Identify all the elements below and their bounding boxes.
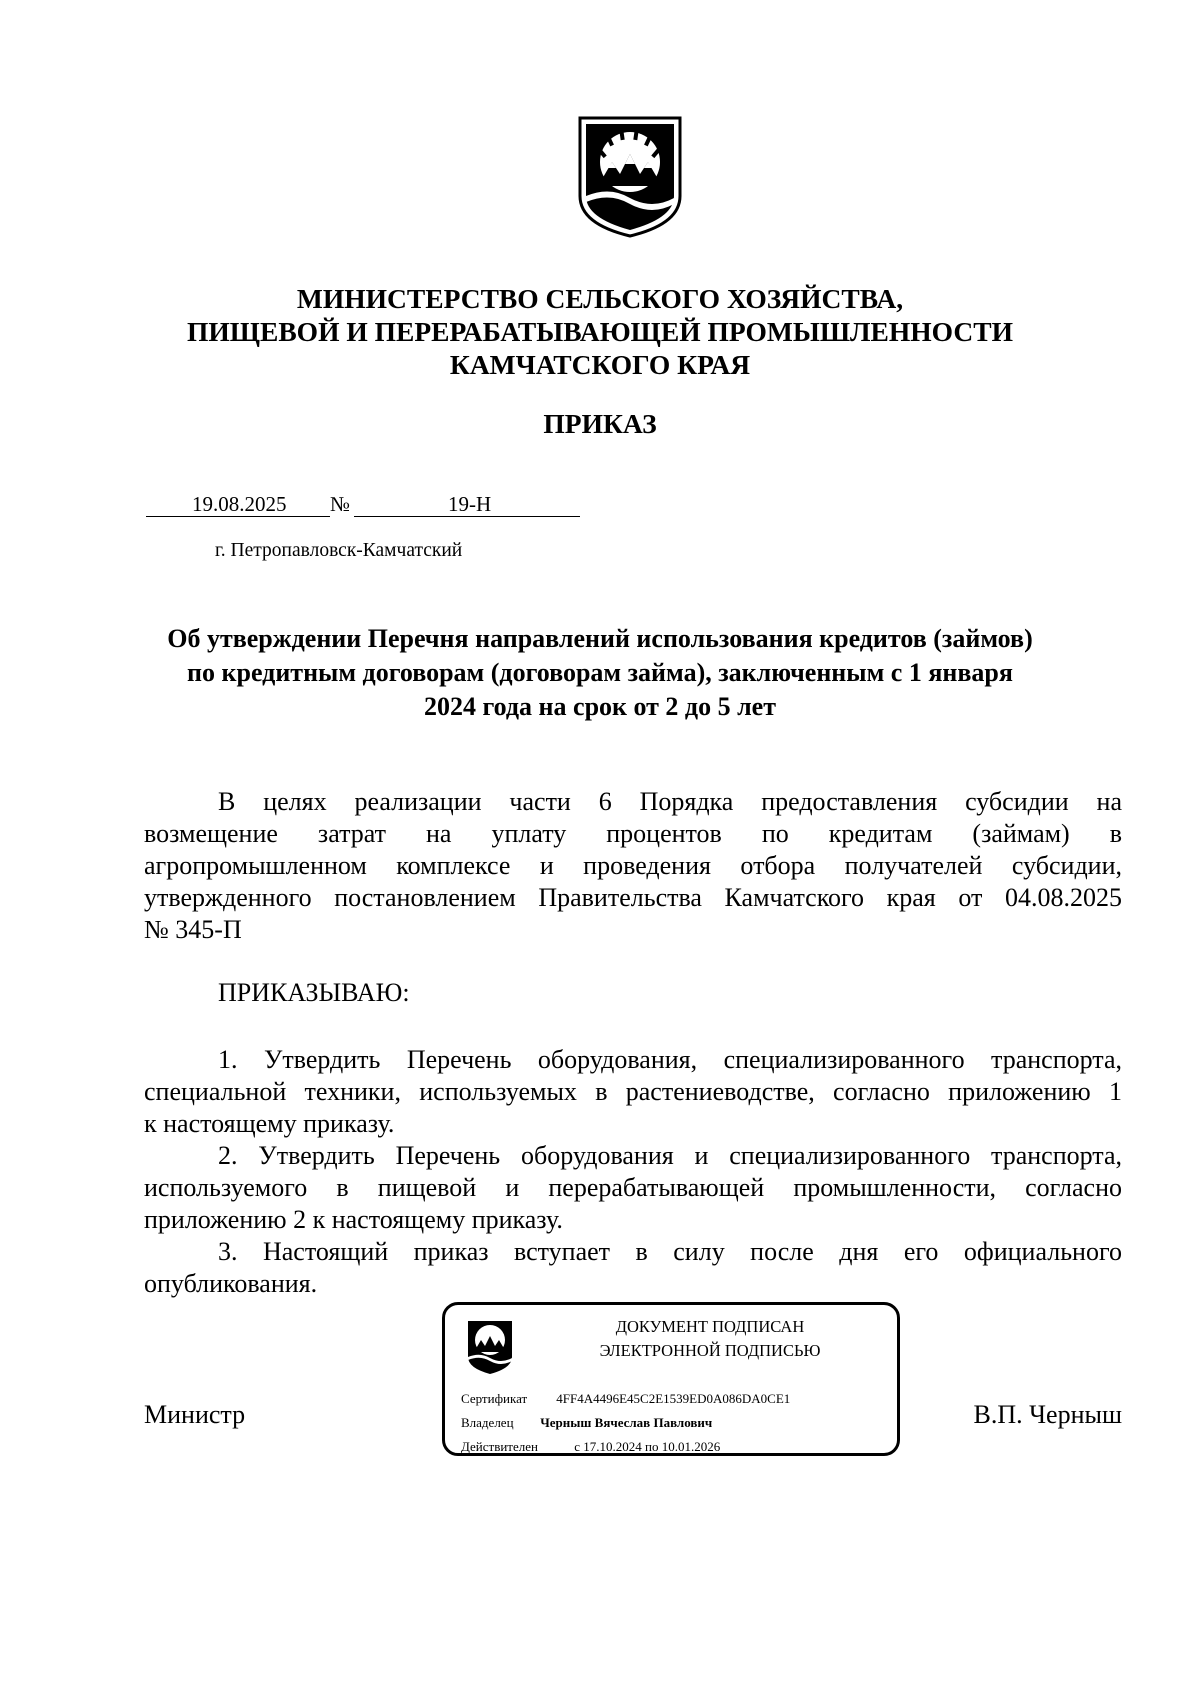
preamble-line: № 345-П [144, 915, 242, 944]
item-line: 3. Настоящий приказ вступает в силу после дня его официального [218, 1237, 1122, 1266]
number-underline [354, 516, 580, 517]
coat-of-arms-icon [463, 1315, 517, 1379]
item-line: приложению 2 к настоящему приказу. [144, 1205, 563, 1234]
stamp-title-line: ЭЛЕКТРОННОЙ ПОДПИСЬЮ [599, 1341, 821, 1360]
order-date: 19.08.2025 [192, 492, 287, 516]
stamp-title [535, 1315, 885, 1363]
item-line: опубликования. [144, 1269, 318, 1298]
item-line: к настоящему приказу. [144, 1109, 395, 1138]
order-items [144, 1044, 1122, 1300]
subject-line: 2024 года на срок от 2 до 5 лет [423, 692, 776, 721]
document-type: ПРИКАЗ [543, 408, 657, 439]
signer-name: В.П. Черныш [973, 1400, 1122, 1429]
ministry-line: МИНИСТЕРСТВО СЕЛЬСКОГО ХОЗЯЙСТВА, [296, 283, 904, 314]
order-subject [150, 622, 1050, 724]
stamp-owner-row [461, 1415, 712, 1431]
date-underline [146, 516, 330, 517]
certificate-value: 4FF4A4496E45C2E1539ED0A086DA0CE1 [556, 1391, 791, 1406]
stamp-title-line: ДОКУМЕНТ ПОДПИСАН [615, 1317, 805, 1336]
certificate-label: Сертификат [461, 1391, 528, 1406]
number-sign: № [330, 492, 351, 516]
coat-of-arms-icon [576, 112, 684, 240]
stamp-certificate-row [461, 1391, 790, 1407]
preamble-line: агропромышленном комплексе и проведения отбора получателей субсидии, [144, 851, 1122, 880]
stamp-validity-row [461, 1439, 720, 1455]
electronic-signature-stamp [442, 1302, 900, 1456]
ministry-name [150, 282, 1050, 381]
validity-value: с 17.10.2024 по 10.01.2026 [574, 1439, 721, 1454]
subject-line: Об утверждении Перечня направлений использования кредитов (займов) [167, 624, 1033, 653]
item-line: 2. Утвердить Перечень оборудования и специализированного транспорта, [218, 1141, 1122, 1170]
validity-label: Действителен [461, 1439, 538, 1454]
preamble-line: утвержденного постановлением Правительства Камчатского края от 04.08.2025 [144, 883, 1122, 912]
ministry-line: ПИЩЕВОЙ И ПЕРЕРАБАТЫВАЮЩЕЙ ПРОМЫШЛЕННОСТИ [187, 316, 1013, 347]
ministry-line: КАМЧАТСКОГО КРАЯ [449, 349, 751, 380]
city: г. Петропавловск-Камчатский [215, 540, 463, 561]
subject-line: по кредитным договорам (договорам займа), заключенным с 1 января [187, 658, 1013, 687]
item-line: специальной техники, используемых в растениеводстве, согласно приложению 1 [144, 1077, 1122, 1106]
item-line: используемого в пищевой и перерабатывающей промышленности, согласно [144, 1173, 1122, 1202]
item-line: 1. Утвердить Перечень оборудования, специализированного транспорта, [218, 1045, 1122, 1074]
preamble [144, 786, 1122, 946]
owner-label: Владелец [461, 1415, 514, 1430]
order-number: 19-Н [448, 492, 492, 516]
owner-value: Черныш Вячеслав Павлович [540, 1415, 713, 1430]
order-word: ПРИКАЗЫВАЮ: [218, 978, 410, 1007]
preamble-line: В целях реализации части 6 Порядка предоставления субсидии на [218, 787, 1122, 816]
preamble-line: возмещение затрат на уплату процентов по кредитам (займам) в [144, 819, 1122, 848]
signer-position: Министр [144, 1400, 246, 1429]
